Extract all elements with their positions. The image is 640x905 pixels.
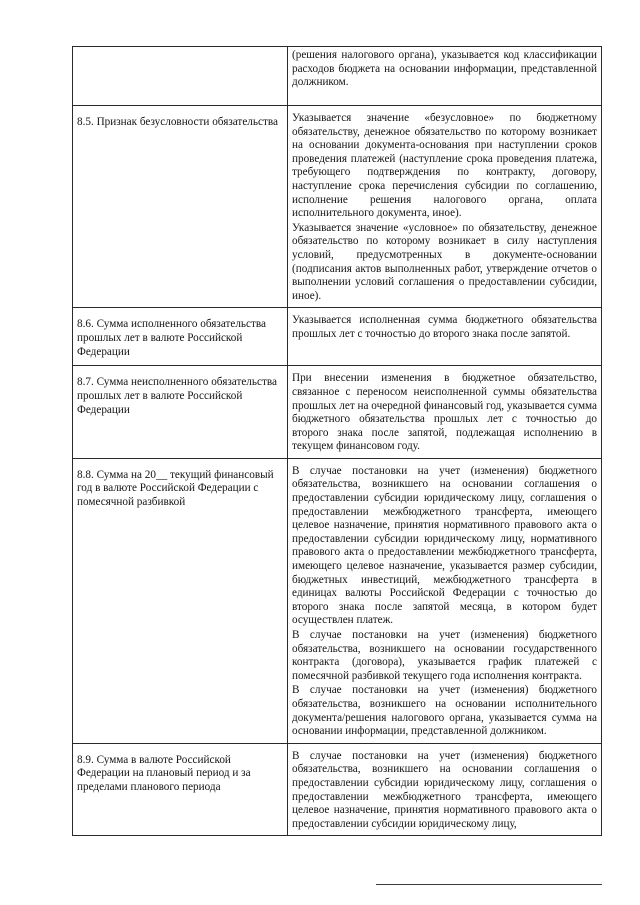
table-row-8-8 bbox=[73, 458, 602, 743]
footer-rule bbox=[376, 884, 602, 885]
row-description bbox=[288, 458, 602, 743]
description-paragraph: (решения налогового органа), указывается код классификации расходов бюджета на основании информации, представленной должником. bbox=[292, 49, 597, 89]
row-description bbox=[288, 743, 602, 836]
description-paragraph: При внесении изменения в бюджетное обязательство, связанное с переносом неисполненной суммы обязательства прошлых лет на очередной финансовый год, указывается сумма бюджетного обязательства прошлых лет с точностью до второго знака после запятой, подлежащая исполнению в текущем финансовом году. bbox=[292, 372, 597, 453]
row-label: 8.5. Признак безусловности обязательства bbox=[73, 106, 288, 308]
description-paragraph: В случае постановки на учет (изменения) бюджетного обязательства, возникшего на основании соглашения о предоставлении субсидии юридическому лицу, соглашения о предоставлении межбюджетного трансферта, имеющего целевое назначение, принятия нормативного правового акта о предоставлении субсидии юридическому лицу, нормативного правового акта о предоставлении межбюджетного трансферта, имеющего целевое назначение, указывается размер субсидии, бюджетных инвестиций, межбюджетного трансферта в единицах валюты Российской Федерации с точностью до второго знака после запятой месяца, в котором будет осуществлен платеж. bbox=[292, 464, 597, 627]
row-description bbox=[288, 47, 602, 106]
row-description bbox=[288, 308, 602, 366]
field-description-table bbox=[72, 46, 602, 836]
table-row-8-9 bbox=[73, 743, 602, 836]
row-label: 8.6. Сумма исполненного обязательства прошлых лет в валюте Российской Федерации bbox=[73, 308, 288, 366]
description-paragraph: Указывается значение «условное» по обязательству, денежное обязательство по которому возникает в силу наступления условий, предусмотренных в документе-основании (подписания актов выполненных работ, утверждение отчетов о выполнении условий соглашения о предоставлении субсидии, иное). bbox=[292, 221, 597, 302]
description-paragraph: В случае постановки на учет (изменения) бюджетного обязательства, возникшего на основании соглашения о предоставлении субсидии юридическому лицу, соглашения о предоставлении межбюджетного трансферта, имеющего целевое назначение, принятия нормативного правового акта о предоставлении субсидии юридическому лицу, bbox=[292, 749, 597, 830]
row-description bbox=[288, 106, 602, 308]
table-row-8-7 bbox=[73, 366, 602, 459]
description-paragraph: В случае постановки на учет (изменения) бюджетного обязательства, возникшего на основании исполнительного документа/решения налогового органа, указывается сумма на основании информации, представленной должником. bbox=[292, 684, 597, 738]
table-row-8-5 bbox=[73, 106, 602, 308]
row-label bbox=[73, 47, 288, 106]
row-label: 8.8. Сумма на 20__ текущий финансовый год в валюте Российской Федерации с помесячной разбивкой bbox=[73, 458, 288, 743]
row-description bbox=[288, 366, 602, 459]
table-row-continuation bbox=[73, 47, 602, 106]
row-label: 8.7. Сумма неисполненного обязательства прошлых лет в валюте Российской Федерации bbox=[73, 366, 288, 459]
table-row-8-6 bbox=[73, 308, 602, 366]
description-paragraph: Указывается исполненная сумма бюджетного обязательства прошлых лет с точностью до второго знака после запятой. bbox=[292, 314, 597, 340]
row-label: 8.9. Сумма в валюте Российской Федерации на плановый период и за пределами планового периода bbox=[73, 743, 288, 836]
description-paragraph: В случае постановки на учет (изменения) бюджетного обязательства, возникшего на основании государственного контракта (договора), указывается график платежей с помесячной разбивкой текущего года исполнения контракта. bbox=[292, 629, 597, 682]
description-paragraph: Указывается значение «безусловное» по бюджетному обязательству, денежное обязательство по которому возникает на основании документа-основания при наступлении сроков проведения платежей (наступление срока проведения платежа, требующего подтверждения по контракту, договору, наступление срока перечисления субсидии по соглашению, исполнение решения налогового органа, оплата исполнительного документа, иное). bbox=[292, 112, 597, 220]
